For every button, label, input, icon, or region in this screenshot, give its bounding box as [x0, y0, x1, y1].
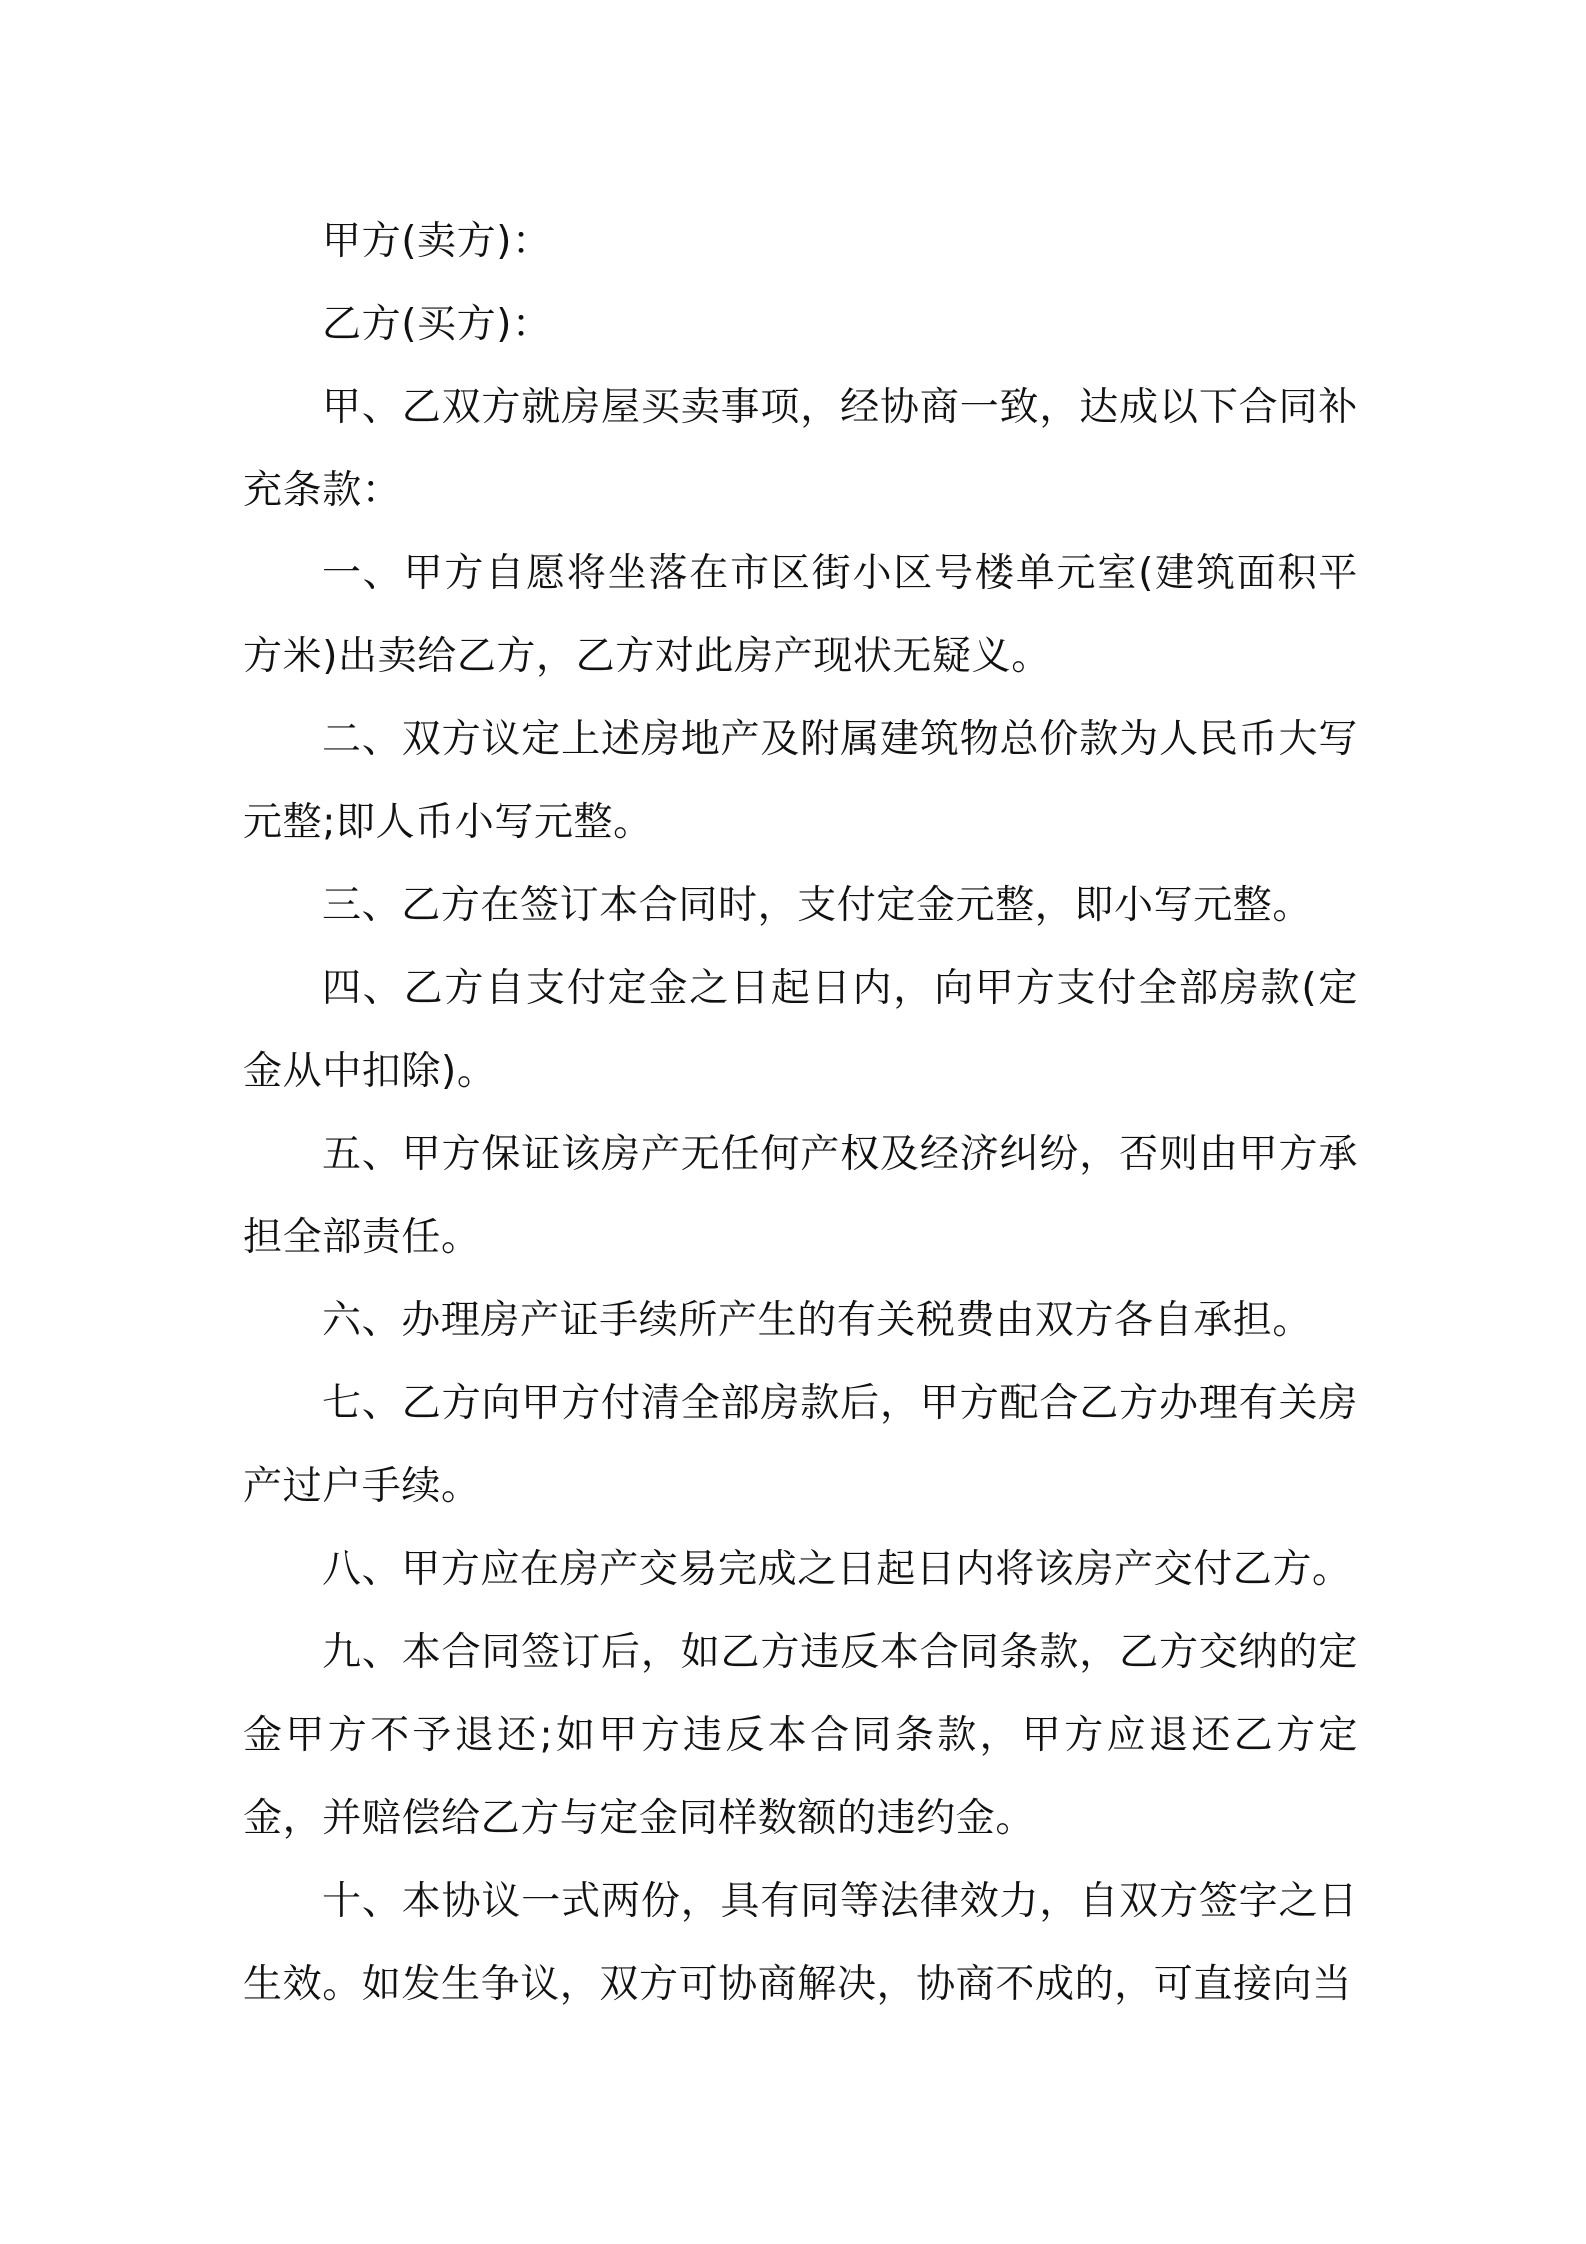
clause-8: 八、甲方应在房产交易完成之日起日内将该房产交付乙方。 — [322, 1547, 1352, 1592]
clause-9: 九、本合同签订后，如乙方违反本合同条款，乙方交纳的定金甲方不予退还;如甲方违反本合同条款，甲方应退还乙方定金，并赔偿给乙方与定金同样数额的违约金。 — [243, 1630, 1358, 1841]
party-b-line: 乙方(买方)： — [322, 302, 552, 347]
clause-10: 十、本协议一式两份，具有同等法律效力，自双方签字之日生效。如发生争议，双方可协商解决，协商不成的，可直接向当 — [243, 1879, 1358, 2007]
clause-1: 一、甲方自愿将坐落在市区街小区号楼单元室(建筑面积平方米)出卖给乙方，乙方对此房产现状无疑义。 — [243, 551, 1358, 679]
clause-4: 四、乙方自支付定金之日起日内，向甲方支付全部房款(定金从中扣除)。 — [243, 966, 1358, 1094]
clause-3: 三、乙方在签订本合同时，支付定金元整，即小写元整。 — [322, 883, 1313, 928]
clause-5: 五、甲方保证该房产无任何产权及经济纠纷，否则由甲方承担全部责任。 — [243, 1132, 1358, 1260]
preamble-paragraph: 甲、乙双方就房屋买卖事项，经协商一致，达成以下合同补充条款： — [243, 385, 1358, 513]
document-body — [243, 200, 1358, 2026]
clause-6: 六、办理房产证手续所产生的有关税费由双方各自承担。 — [322, 1298, 1313, 1343]
clause-2: 二、双方议定上述房地产及附属建筑物总价款为人民币大写元整;即人币小写元整。 — [243, 717, 1358, 845]
party-a-line: 甲方(卖方)： — [322, 219, 552, 264]
clause-7: 七、乙方向甲方付清全部房款后，甲方配合乙方办理有关房产过户手续。 — [243, 1381, 1358, 1509]
